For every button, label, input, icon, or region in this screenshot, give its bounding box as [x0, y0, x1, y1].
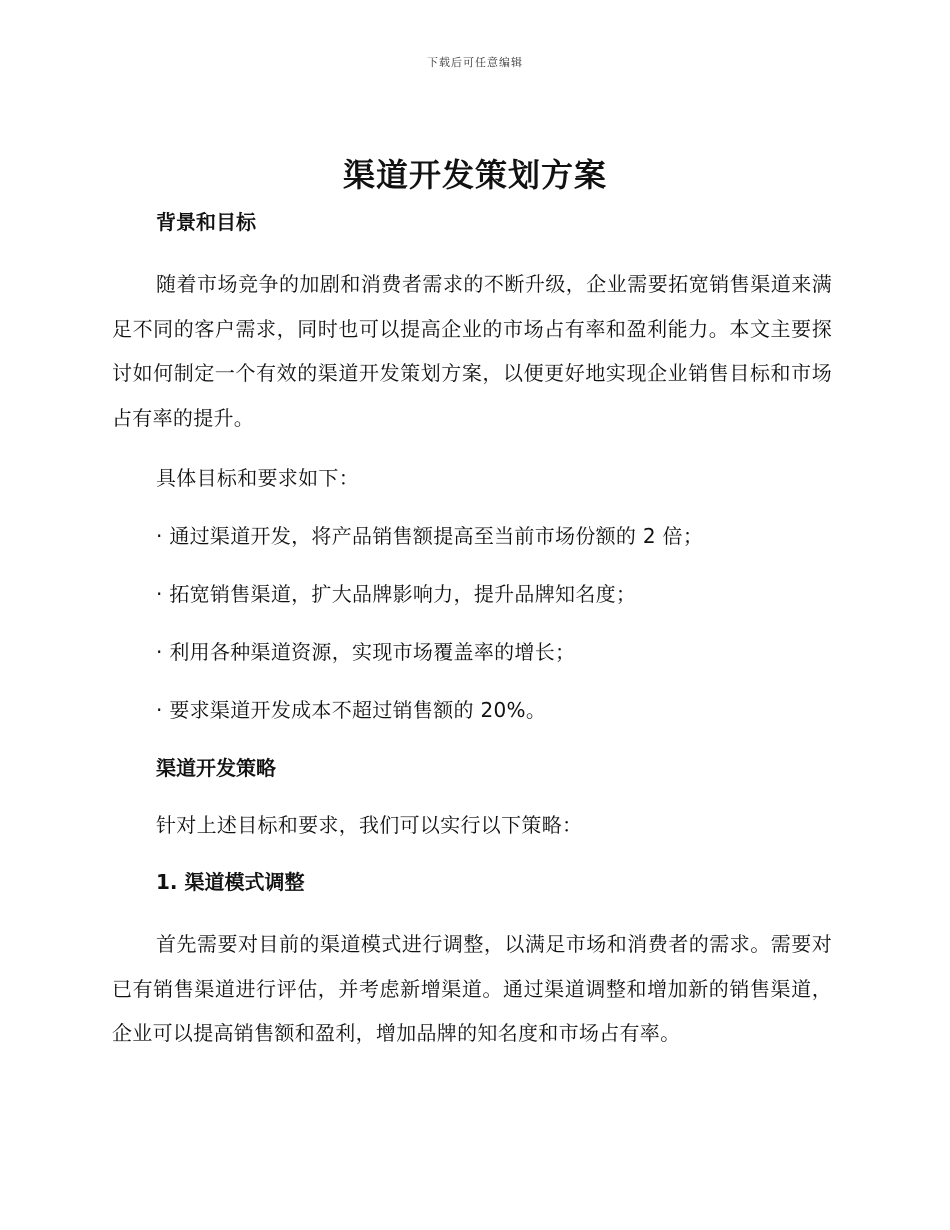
goal-item-2: · 拓宽销售渠道，扩大品牌影响力，提升品牌知名度；	[156, 582, 637, 606]
document-body	[112, 206, 832, 1056]
paragraph-channel-mode: 首先需要对目前的渠道模式进行调整，以满足市场和消费者的需求。需要对已有销售渠道进行评估，并考虑新增渠道。通过渠道调整和增加新的销售渠道，企业可以提高销售额和盈利，增加品牌的知名度和市场占有率。	[112, 932, 832, 1045]
goals-intro: 具体目标和要求如下：	[156, 466, 359, 490]
document-title: 渠道开发策划方案	[342, 156, 607, 194]
goal-item-3: · 利用各种渠道资源，实现市场覆盖率的增长；	[156, 640, 576, 664]
header-note: 下载后可任意编辑	[427, 56, 523, 69]
goal-item-4: · 要求渠道开发成本不超过销售额的 20%。	[156, 698, 547, 722]
paragraph-background: 随着市场竞争的加剧和消费者需求的不断升级，企业需要拓宽销售渠道来满足不同的客户需求，同时也可以提高企业的市场占有率和盈利能力。本文主要探讨如何制定一个有效的渠道开发策划方案，以便更好地实现企业销售目标和市场占有率的提升。	[112, 272, 832, 430]
goal-item-1: · 通过渠道开发，将产品销售额提高至当前市场份额的 2 倍；	[156, 524, 704, 548]
section-heading-background: 背景和目标	[156, 210, 256, 234]
subsection-heading-channel-mode: 1. 渠道模式调整	[156, 870, 305, 894]
strategy-intro: 针对上述目标和要求，我们可以实行以下策略：	[156, 813, 583, 837]
section-heading-strategy: 渠道开发策略	[156, 756, 276, 780]
